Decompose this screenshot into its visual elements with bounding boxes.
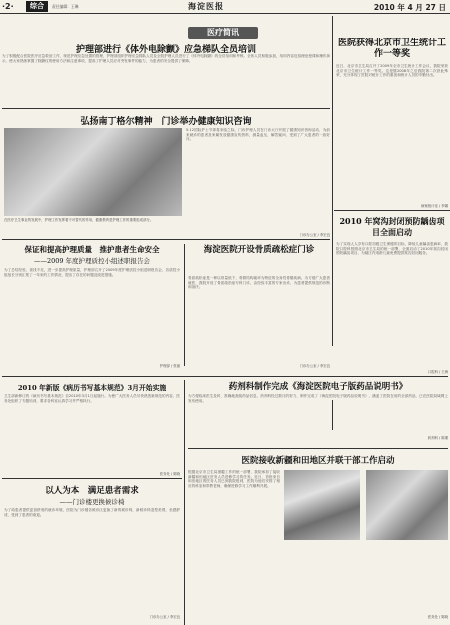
article-body: 为了实现人人享有口腔初级卫生保健的目标，降低儿童龋齿患病率，我院口腔科按照北京市卫生局的统一部署，全面启动了2010年窝沟封闭预防龋齿项目，为辖区内适龄儿童免费提供窝沟封闭服务。: [336, 242, 448, 256]
article-body: 骨质疏松症是一种以骨量低下、骨微结构破坏为特征的全身性骨骼疾病。为方便广大患者就医，我院开设了骨质疏松症专科门诊，由经验丰富的专家出诊，为患者提供规范的诊断和治疗。: [188, 276, 330, 290]
article-title: 2010 年窝沟封闭预防龋齿项目全面启动: [339, 216, 445, 237]
newspaper-name: 海淀医报: [188, 1, 224, 11]
article-body: 为了总结经验，查找不足，进一步提高护理质量，护理部召开了2009年度护理质控小组述职报告会，各质控小组组长分别汇报了一年来的工作情况，提出了存在的问题及改进措施。: [4, 268, 180, 277]
article-title: 护理部进行《体外电除颤》应急梯队全员培训: [75, 45, 256, 55]
article-author: 护理部 / 张丽: [159, 364, 180, 368]
page-number: ·2·: [2, 2, 14, 11]
section-label: 综合: [26, 1, 48, 12]
article-author: 门诊办公室 / 李宏良: [299, 233, 330, 237]
article-author: 病案统计室 / 李娜: [420, 204, 448, 208]
article-body: 为方便临床医生及时、准确地查阅药品信息，药剂科经过数月的努力，制作完成了《海淀医院电子版药品说明书》，涵盖了医院在用的全部药品，已在医院局域网上发布使用。: [188, 394, 448, 403]
article-title: 医院获得北京市卫生统计工作一等奖: [337, 38, 446, 59]
editors-line: 责任编辑：王琳: [52, 4, 79, 9]
photo-caption: 在医疗卫生事业的发展中，护理工作发挥着不可替代的作用，健康教育是护理工作的重要组成部分。: [4, 218, 154, 222]
page-header: [0, 0, 450, 14]
event-photo: [4, 128, 182, 216]
column-rule: [332, 16, 333, 346]
issue-date: 2010 年 4 月 27 日: [373, 3, 446, 12]
article-body: 根据北京市卫生局援疆工作的统一部署，我院承担了接收新疆和田地区医务人员进修学习的任务。近日，首批来自和田地区的医务人员已到我院报到，医院为他们安排了相应的科室和带教老师，确保进修学习工作顺利开展。: [188, 470, 280, 488]
article-author: 口腔科 / 王海: [427, 370, 448, 374]
article-author: 医务处 / 陈晓: [159, 472, 180, 476]
article-subtitle: ——2009 年度护理质控小组述职报告会: [33, 257, 151, 265]
article-subtitle: ——门诊楼更换候诊椅: [59, 498, 125, 506]
article-title: 弘扬南丁格尔精神 门诊举办健康知识咨询: [80, 117, 252, 127]
section-banner: 医疗简讯: [188, 27, 258, 39]
article-title: 海淀医院开设骨质疏松症门诊: [203, 245, 315, 255]
article-title: 药剂科制作完成《海淀医院电子版药品说明书》: [228, 382, 408, 392]
article-title: 2010 年新版《病历书写基本规范》3月开始实施: [17, 384, 167, 392]
article-author: 门诊办公室 / 李宏良: [149, 615, 180, 619]
article-title: 保证和提高护理质量 推护患者生命安全: [24, 245, 160, 254]
article-body: 卫生部新修订的《病历书写基本规范》自2010年3月1日起施行。为使广大医务人员尽快熟悉新规范的内容，医务处组织了专题培训，要求各科室认真学习并严格执行。: [4, 394, 180, 403]
article-title: 以人为本 满足患者需求: [45, 486, 139, 496]
article-body: 5.12国际护士节即将来临之际，门诊护理人员在门诊大厅开展了健康知识咨询活动，为前来就诊的患者及家属发放健康宣传资料，测量血压，解答疑问，受到了广大患者的一致好评。: [186, 128, 330, 142]
article-title: 医院接收新疆和田地区并联干部工作启动: [241, 456, 395, 466]
article-body: 为了给患者提供更加舒适的就诊环境，医院为门诊楼各候诊区更换了新的候诊椅，新候诊椅造型美观、坐感舒适，受到了患者的欢迎。: [4, 508, 180, 517]
article-author: 门诊办公室 / 李宏良: [299, 364, 330, 368]
article-author: 医务处 / 陈晓: [427, 615, 448, 619]
article-author: 药剂科 / 陈瑾: [427, 436, 448, 440]
article-body: 为了积极配合医院医疗应急救治工作，规范护理应急处置的管理，护理部组织护理应急梯队人员及全院护理人员进行了《体外电除颤》的全员培训和考核。全体人员积极参加，培训内容包括理论授课和操作演示，使大家熟练掌握了除颤仪的使用方法和注意事项，提高了护理人员应对突发事件的能力，为患者的安全提供了保障。: [2, 54, 330, 63]
article-photo: [284, 470, 360, 540]
article-photo: [366, 470, 448, 540]
article-body: 近日，北京市卫生局召开了2009年全市卫生统计工作会议，我院荣获北京市卫生统计工作一等奖。这是继2008年之后我院第二次获此殊荣，充分体现了医院对统计工作的重视和统计人员的辛勤付出。: [336, 64, 448, 78]
article-body-continued: [284, 544, 448, 612]
